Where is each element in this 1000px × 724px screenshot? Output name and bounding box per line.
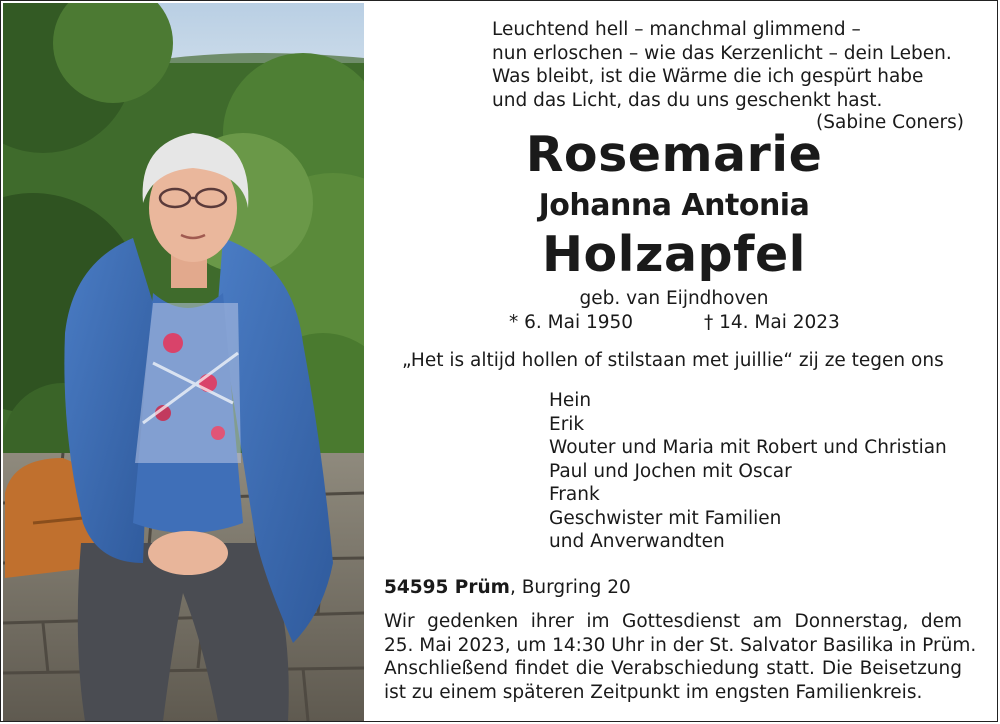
address	[384, 577, 631, 598]
middle-names: Johanna Antonia	[538, 188, 810, 223]
address-city: 54595 Prüm	[384, 577, 510, 598]
last-name: Holzapfel	[542, 226, 806, 283]
notice-line: ist zu einem späteren Zeitpunkt im engsten Familienkreis.	[384, 681, 923, 703]
poem-line: Was bleibt, ist die Wärme die ich gespürt habe	[492, 66, 924, 87]
address-street: , Burgring 20	[509, 577, 631, 598]
portrait-photo	[3, 3, 364, 721]
birth-date: * 6. Mai 1950	[509, 312, 634, 333]
notice-line: Wir gedenken ihrer im Gottesdienst am Donnerstag, dem	[384, 611, 962, 632]
service-notice	[384, 610, 977, 704]
born-name: geb. van Eijndhoven	[579, 288, 769, 309]
notice-line: 25. Mai 2023, um 14:30 Uhr in der St. Salvator Basilika in Prüm.	[384, 634, 977, 656]
death-date: † 14. Mai 2023	[704, 312, 840, 333]
family-member: Paul und Jochen mit Oscar	[549, 460, 792, 482]
family-member: und Anverwandten	[549, 531, 725, 552]
obituary-text	[364, 0, 996, 722]
life-dates	[509, 312, 840, 333]
poem-line: nun erloschen – wie das Kerzenlicht – dein Leben.	[492, 42, 952, 64]
poem-author: (Sabine Coners)	[816, 112, 964, 133]
family-list	[549, 389, 947, 554]
poem-line: und das Licht, das du uns geschenkt hast.	[492, 89, 883, 111]
family-member: Hein	[549, 390, 592, 411]
first-name: Rosemarie	[525, 126, 823, 183]
poem	[492, 18, 972, 112]
notice-line: Anschließend findet die Verabschiedung statt. Die Beisetzung	[384, 658, 962, 679]
family-member: Wouter und Maria mit Robert und Christian	[549, 437, 947, 458]
family-member: Frank	[549, 484, 600, 505]
family-member: Erik	[549, 413, 585, 435]
family-member: Geschwister mit Familien	[549, 507, 782, 529]
poem-line: Leuchtend hell – manchmal glimmend –	[492, 19, 861, 40]
family-quote: „Het is altijd hollen of stilstaan met juillie“ zij ze tegen ons	[402, 350, 944, 371]
